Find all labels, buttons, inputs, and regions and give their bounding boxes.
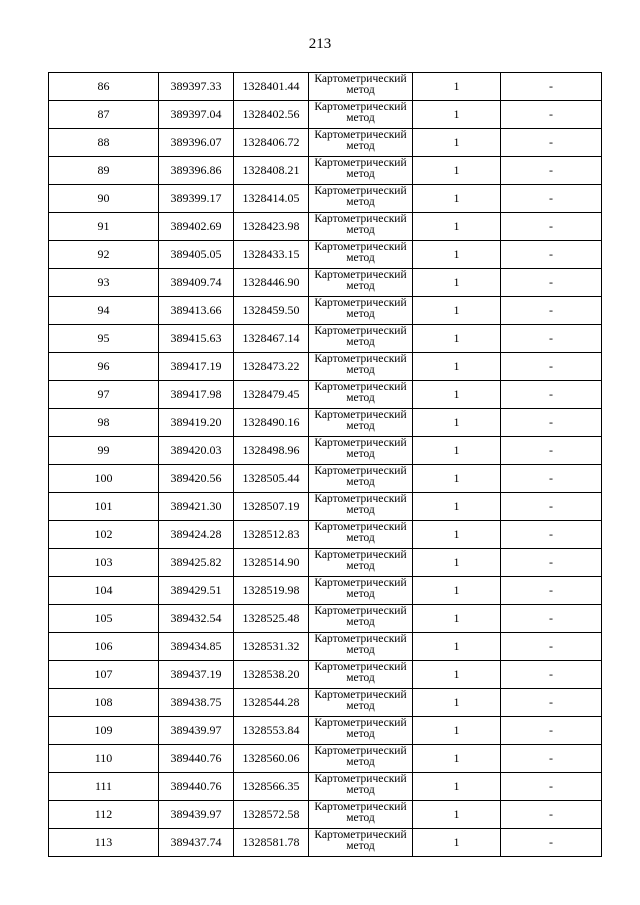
note-cell: -: [501, 521, 602, 549]
accuracy-cell: 1: [413, 633, 501, 661]
method-line-2: метод: [346, 588, 375, 600]
accuracy-cell: 1: [413, 353, 501, 381]
y-coordinate-cell: 1328514.90: [234, 549, 309, 577]
method-line-1: Картометрический: [314, 325, 407, 337]
method-cell: [309, 465, 413, 493]
table-row: [49, 745, 602, 773]
y-coordinate-cell: 1328406.72: [234, 129, 309, 157]
y-coordinate-cell: 1328507.19: [234, 493, 309, 521]
table-row: [49, 801, 602, 829]
page-number: 213: [308, 36, 332, 52]
method-cell: [309, 689, 413, 717]
method-cell: [309, 297, 413, 325]
point-number-cell: 92: [49, 241, 159, 269]
method-line-2: метод: [346, 728, 375, 740]
x-coordinate-cell: 389432.54: [159, 605, 234, 633]
method-line-1: Картометрический: [314, 549, 407, 561]
point-number-cell: 89: [49, 157, 159, 185]
note-cell: -: [501, 157, 602, 185]
point-number-cell: 86: [49, 73, 159, 101]
accuracy-cell: 1: [413, 493, 501, 521]
method-cell: [309, 661, 413, 689]
note-cell: -: [501, 353, 602, 381]
note-cell: -: [501, 633, 602, 661]
point-number-cell: 102: [49, 521, 159, 549]
method-cell: [309, 745, 413, 773]
method-line-1: Картометрический: [314, 717, 407, 729]
accuracy-cell: 1: [413, 185, 501, 213]
method-cell: [309, 409, 413, 437]
method-line-1: Картометрический: [314, 801, 407, 813]
method-cell: [309, 717, 413, 745]
table-row: [49, 689, 602, 717]
accuracy-cell: 1: [413, 605, 501, 633]
y-coordinate-cell: 1328473.22: [234, 353, 309, 381]
x-coordinate-cell: 389397.33: [159, 73, 234, 101]
x-coordinate-cell: 389420.03: [159, 437, 234, 465]
y-coordinate-cell: 1328459.50: [234, 297, 309, 325]
note-cell: -: [501, 577, 602, 605]
method-line-2: метод: [346, 812, 375, 824]
point-number-cell: 104: [49, 577, 159, 605]
method-cell: [309, 633, 413, 661]
method-line-1: Картометрический: [314, 409, 407, 421]
point-number-cell: 100: [49, 465, 159, 493]
accuracy-cell: 1: [413, 801, 501, 829]
x-coordinate-cell: 389439.97: [159, 801, 234, 829]
x-coordinate-cell: 389421.30: [159, 493, 234, 521]
method-line-2: метод: [346, 224, 375, 236]
point-number-cell: 91: [49, 213, 159, 241]
x-coordinate-cell: 389409.74: [159, 269, 234, 297]
method-line-2: метод: [346, 532, 375, 544]
point-number-cell: 88: [49, 129, 159, 157]
x-coordinate-cell: 389417.98: [159, 381, 234, 409]
x-coordinate-cell: 389437.74: [159, 829, 234, 857]
method-cell: [309, 549, 413, 577]
method-line-1: Картометрический: [314, 157, 407, 169]
table-row: [49, 773, 602, 801]
y-coordinate-cell: 1328433.15: [234, 241, 309, 269]
method-line-2: метод: [346, 84, 375, 96]
y-coordinate-cell: 1328414.05: [234, 185, 309, 213]
method-cell: [309, 577, 413, 605]
method-line-2: метод: [346, 644, 375, 656]
table-row: [49, 325, 602, 353]
point-number-cell: 109: [49, 717, 159, 745]
table-row: [49, 493, 602, 521]
table-row: [49, 129, 602, 157]
method-line-1: Картометрический: [314, 129, 407, 141]
method-line-2: метод: [346, 560, 375, 572]
accuracy-cell: 1: [413, 409, 501, 437]
x-coordinate-cell: 389425.82: [159, 549, 234, 577]
method-line-2: метод: [346, 756, 375, 768]
x-coordinate-cell: 389438.75: [159, 689, 234, 717]
method-line-1: Картометрический: [314, 493, 407, 505]
method-cell: [309, 325, 413, 353]
y-coordinate-cell: 1328479.45: [234, 381, 309, 409]
point-number-cell: 103: [49, 549, 159, 577]
table-row: [49, 465, 602, 493]
table-row: [49, 73, 602, 101]
note-cell: -: [501, 73, 602, 101]
x-coordinate-cell: 389440.76: [159, 745, 234, 773]
method-line-1: Картометрический: [314, 745, 407, 757]
table-row: [49, 297, 602, 325]
method-line-1: Картометрический: [314, 297, 407, 309]
method-line-1: Картометрический: [314, 213, 407, 225]
method-line-2: метод: [346, 840, 375, 852]
note-cell: -: [501, 297, 602, 325]
accuracy-cell: 1: [413, 269, 501, 297]
method-line-2: метод: [346, 616, 375, 628]
method-line-1: Картометрический: [314, 829, 407, 841]
y-coordinate-cell: 1328581.78: [234, 829, 309, 857]
method-cell: [309, 521, 413, 549]
note-cell: -: [501, 773, 602, 801]
table-row: [49, 409, 602, 437]
table-row: [49, 549, 602, 577]
y-coordinate-cell: 1328525.48: [234, 605, 309, 633]
table-row: [49, 717, 602, 745]
table-row: [49, 269, 602, 297]
method-line-2: метод: [346, 168, 375, 180]
point-number-cell: 87: [49, 101, 159, 129]
method-line-1: Картометрический: [314, 773, 407, 785]
table-row: [49, 353, 602, 381]
note-cell: -: [501, 409, 602, 437]
note-cell: -: [501, 829, 602, 857]
y-coordinate-cell: 1328490.16: [234, 409, 309, 437]
y-coordinate-cell: 1328498.96: [234, 437, 309, 465]
method-line-1: Картометрический: [314, 437, 407, 449]
note-cell: -: [501, 129, 602, 157]
method-line-2: метод: [346, 476, 375, 488]
method-line-1: Картометрический: [314, 101, 407, 113]
note-cell: -: [501, 381, 602, 409]
note-cell: -: [501, 185, 602, 213]
point-number-cell: 95: [49, 325, 159, 353]
table-row: [49, 577, 602, 605]
point-number-cell: 113: [49, 829, 159, 857]
method-line-2: метод: [346, 112, 375, 124]
method-line-1: Картометрический: [314, 605, 407, 617]
y-coordinate-cell: 1328566.35: [234, 773, 309, 801]
y-coordinate-cell: 1328531.32: [234, 633, 309, 661]
x-coordinate-cell: 389402.69: [159, 213, 234, 241]
y-coordinate-cell: 1328467.14: [234, 325, 309, 353]
method-cell: [309, 213, 413, 241]
accuracy-cell: 1: [413, 745, 501, 773]
x-coordinate-cell: 389415.63: [159, 325, 234, 353]
table-row: [49, 213, 602, 241]
y-coordinate-cell: 1328402.56: [234, 101, 309, 129]
method-line-2: метод: [346, 504, 375, 516]
accuracy-cell: 1: [413, 717, 501, 745]
x-coordinate-cell: 389397.04: [159, 101, 234, 129]
method-line-1: Картометрический: [314, 465, 407, 477]
table-row: [49, 437, 602, 465]
method-cell: [309, 605, 413, 633]
method-line-1: Картометрический: [314, 269, 407, 281]
method-cell: [309, 493, 413, 521]
x-coordinate-cell: 389413.66: [159, 297, 234, 325]
accuracy-cell: 1: [413, 381, 501, 409]
x-coordinate-cell: 389420.56: [159, 465, 234, 493]
point-number-cell: 108: [49, 689, 159, 717]
method-cell: [309, 829, 413, 857]
table-row: [49, 633, 602, 661]
method-line-1: Картометрический: [314, 689, 407, 701]
point-number-cell: 110: [49, 745, 159, 773]
method-line-1: Картометрический: [314, 381, 407, 393]
method-line-2: метод: [346, 308, 375, 320]
method-cell: [309, 269, 413, 297]
method-cell: [309, 73, 413, 101]
note-cell: -: [501, 325, 602, 353]
x-coordinate-cell: 389405.05: [159, 241, 234, 269]
x-coordinate-cell: 389399.17: [159, 185, 234, 213]
point-number-cell: 106: [49, 633, 159, 661]
y-coordinate-cell: 1328401.44: [234, 73, 309, 101]
x-coordinate-cell: 389429.51: [159, 577, 234, 605]
coordinates-table: [48, 72, 602, 857]
table-row: [49, 605, 602, 633]
method-cell: [309, 353, 413, 381]
x-coordinate-cell: 389419.20: [159, 409, 234, 437]
y-coordinate-cell: 1328408.21: [234, 157, 309, 185]
accuracy-cell: 1: [413, 577, 501, 605]
x-coordinate-cell: 389439.97: [159, 717, 234, 745]
method-line-2: метод: [346, 252, 375, 264]
method-line-1: Картометрический: [314, 353, 407, 365]
point-number-cell: 98: [49, 409, 159, 437]
x-coordinate-cell: 389396.86: [159, 157, 234, 185]
y-coordinate-cell: 1328538.20: [234, 661, 309, 689]
y-coordinate-cell: 1328446.90: [234, 269, 309, 297]
note-cell: -: [501, 101, 602, 129]
note-cell: -: [501, 465, 602, 493]
method-line-2: метод: [346, 364, 375, 376]
method-line-2: метод: [346, 280, 375, 292]
note-cell: -: [501, 213, 602, 241]
table-row: [49, 661, 602, 689]
x-coordinate-cell: 389440.76: [159, 773, 234, 801]
point-number-cell: 94: [49, 297, 159, 325]
accuracy-cell: 1: [413, 73, 501, 101]
note-cell: -: [501, 269, 602, 297]
method-cell: [309, 185, 413, 213]
table-body: [49, 73, 602, 857]
y-coordinate-cell: 1328553.84: [234, 717, 309, 745]
method-line-2: метод: [346, 672, 375, 684]
point-number-cell: 105: [49, 605, 159, 633]
method-line-2: метод: [346, 700, 375, 712]
y-coordinate-cell: 1328505.44: [234, 465, 309, 493]
note-cell: -: [501, 605, 602, 633]
note-cell: -: [501, 661, 602, 689]
accuracy-cell: 1: [413, 297, 501, 325]
point-number-cell: 97: [49, 381, 159, 409]
y-coordinate-cell: 1328423.98: [234, 213, 309, 241]
x-coordinate-cell: 389417.19: [159, 353, 234, 381]
method-line-1: Картометрический: [314, 241, 407, 253]
accuracy-cell: 1: [413, 773, 501, 801]
x-coordinate-cell: 389424.28: [159, 521, 234, 549]
note-cell: -: [501, 549, 602, 577]
table-row: [49, 521, 602, 549]
x-coordinate-cell: 389437.19: [159, 661, 234, 689]
method-cell: [309, 773, 413, 801]
accuracy-cell: 1: [413, 689, 501, 717]
method-line-2: метод: [346, 784, 375, 796]
method-cell: [309, 157, 413, 185]
x-coordinate-cell: 389434.85: [159, 633, 234, 661]
point-number-cell: 90: [49, 185, 159, 213]
point-number-cell: 112: [49, 801, 159, 829]
method-line-1: Картометрический: [314, 577, 407, 589]
y-coordinate-cell: 1328572.58: [234, 801, 309, 829]
note-cell: -: [501, 717, 602, 745]
y-coordinate-cell: 1328519.98: [234, 577, 309, 605]
point-number-cell: 107: [49, 661, 159, 689]
method-line-1: Картометрический: [314, 633, 407, 645]
table-row: [49, 185, 602, 213]
y-coordinate-cell: 1328512.83: [234, 521, 309, 549]
accuracy-cell: 1: [413, 129, 501, 157]
method-line-2: метод: [346, 140, 375, 152]
method-cell: [309, 437, 413, 465]
y-coordinate-cell: 1328544.28: [234, 689, 309, 717]
accuracy-cell: 1: [413, 101, 501, 129]
method-cell: [309, 381, 413, 409]
point-number-cell: 111: [49, 773, 159, 801]
table-row: [49, 381, 602, 409]
table-row: [49, 101, 602, 129]
method-cell: [309, 801, 413, 829]
note-cell: -: [501, 689, 602, 717]
accuracy-cell: 1: [413, 661, 501, 689]
point-number-cell: 93: [49, 269, 159, 297]
note-cell: -: [501, 745, 602, 773]
table-row: [49, 157, 602, 185]
method-cell: [309, 101, 413, 129]
method-line-1: Картометрический: [314, 521, 407, 533]
point-number-cell: 99: [49, 437, 159, 465]
note-cell: -: [501, 493, 602, 521]
method-line-2: метод: [346, 448, 375, 460]
note-cell: -: [501, 437, 602, 465]
method-line-2: метод: [346, 420, 375, 432]
note-cell: -: [501, 801, 602, 829]
method-cell: [309, 129, 413, 157]
accuracy-cell: 1: [413, 241, 501, 269]
accuracy-cell: 1: [413, 521, 501, 549]
table-row: [49, 829, 602, 857]
method-line-2: метод: [346, 196, 375, 208]
method-line-1: Картометрический: [314, 185, 407, 197]
note-cell: -: [501, 241, 602, 269]
point-number-cell: 96: [49, 353, 159, 381]
method-line-2: метод: [346, 392, 375, 404]
method-line-1: Картометрический: [314, 73, 407, 85]
accuracy-cell: 1: [413, 829, 501, 857]
accuracy-cell: 1: [413, 213, 501, 241]
table-row: [49, 241, 602, 269]
method-line-2: метод: [346, 336, 375, 348]
accuracy-cell: 1: [413, 465, 501, 493]
y-coordinate-cell: 1328560.06: [234, 745, 309, 773]
accuracy-cell: 1: [413, 157, 501, 185]
method-cell: [309, 241, 413, 269]
x-coordinate-cell: 389396.07: [159, 129, 234, 157]
accuracy-cell: 1: [413, 549, 501, 577]
point-number-cell: 101: [49, 493, 159, 521]
accuracy-cell: 1: [413, 437, 501, 465]
method-line-1: Картометрический: [314, 661, 407, 673]
accuracy-cell: 1: [413, 325, 501, 353]
